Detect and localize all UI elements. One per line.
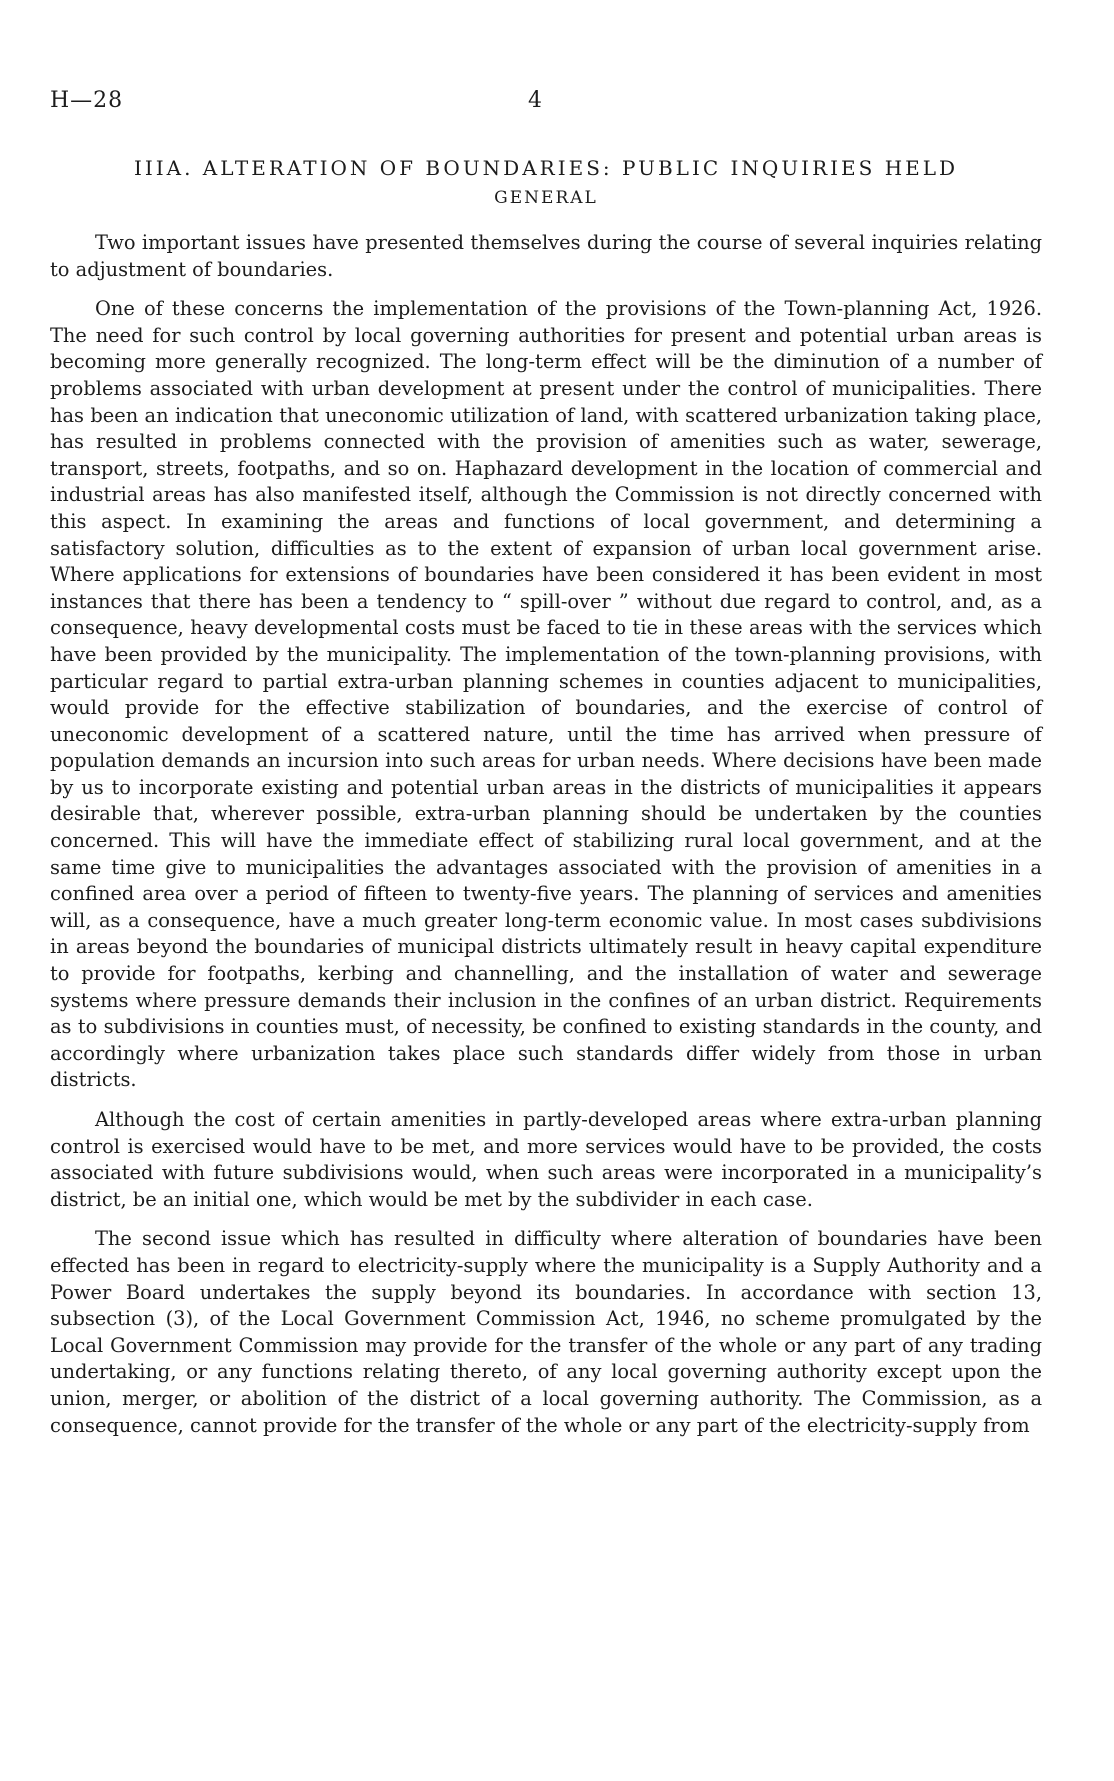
section-subtitle: GENERAL: [494, 188, 598, 208]
paragraph-electricity: The second issue which has resulted in difficulty where alteration of boundaries have been effected has been in regard to electricity-supply where the municipality is a Supply Authority and a Power Board undertakes the supply beyond its boundaries. In accordance with section 13, subsection (3), of the Local Government Commission Act, 1946, no scheme promulgated by the Local Government Commission may provide for the transfer of the whole or any part of any trading undertaking, or any functions relating thereto, of any local governing authority except upon the union, merger, or abolition of the district of a local governing authority. The Commission, as a consequence, cannot provide for the transfer of the whole or any part of the electricity-supply from: [50, 1227, 1042, 1437]
page-header: [50, 88, 1042, 128]
page-number: 4: [528, 88, 542, 113]
document-page: [50, 88, 1042, 1452]
page-reference: H—28: [50, 88, 124, 113]
paragraph-costs: Although the cost of certain amenities in partly-developed areas where extra-urban planning control is exercised would have to be met, and more services would have to be provided, the costs associated with future subdivisions would, when such areas were incorporated in a municipality’s district, be an initial one, which would be met by the subdivider in each case.: [50, 1108, 1042, 1211]
paragraph-town-planning: One of these concerns the implementation of the provisions of the Town-planning Act, 1926. The need for such control by local governing authorities for present and potential urban areas is becoming more generally recognized. The long-term effect will be the diminution of a number of problems associated with urban development at present under the control of municipalities. There has been an indication that uneconomic utilization of land, with scattered urbanization taking place, has resulted in problems connected with the provision of amenities such as water, sewerage, transport, streets, footpaths, and so on. Haphazard development in the location of commercial and industrial areas has also manifested itself, although the Commission is not directly concerned with this aspect. In examining the areas and functions of local government, and determining a satisfactory solution, difficulties as to the extent of expansion of urban local government arise. Where applications for extensions of boundaries have been considered it has been evident in most instances that there has been a tendency to “ spill-over ” without due regard to control, and, as a consequence, heavy developmental costs must be faced to tie in these areas with the services which have been provided by the municipality. The implementation of the town-planning provisions, with particular regard to partial extra-urban planning schemes in counties adjacent to municipalities, would provide for the effective stabilization of boundaries, and the exercise of control of uneconomic development of a scattered nature, until the time has arrived when pressure of population demands an incursion into such areas for urban needs. Where decisions have been made by us to incorporate existing and potential urban areas in the districts of municipalities it appears desirable that, wherever possible, extra-urban planning should be undertaken by the counties concerned. This will have the immediate effect of stabilizing rural local government, and at the same time give to municipalities the advantages associated with the provision of amenities in a confined area over a period of fifteen to twenty-five years. The planning of services and amenities will, as a consequence, have a much greater long-term economic value. In most cases subdivisions in areas beyond the boundaries of municipal districts ultimately result in heavy capital expenditure to provide for footpaths, kerbing and channelling, and the installation of water and sewerage systems where pressure demands their inclusion in the confines of an urban district. Requirements as to subdivisions in counties must, of necessity, be confined to existing standards in the county, and accordingly where urbanization takes place such standards differ widely from those in urban districts.: [50, 297, 1042, 1092]
paragraph-intro: Two important issues have presented themselves during the course of several inquiries relating to adjustment of boundaries.: [50, 231, 1042, 281]
section-title: IIIA. ALTERATION OF BOUNDARIES: PUBLIC INQUIRIES HELD: [133, 156, 959, 180]
